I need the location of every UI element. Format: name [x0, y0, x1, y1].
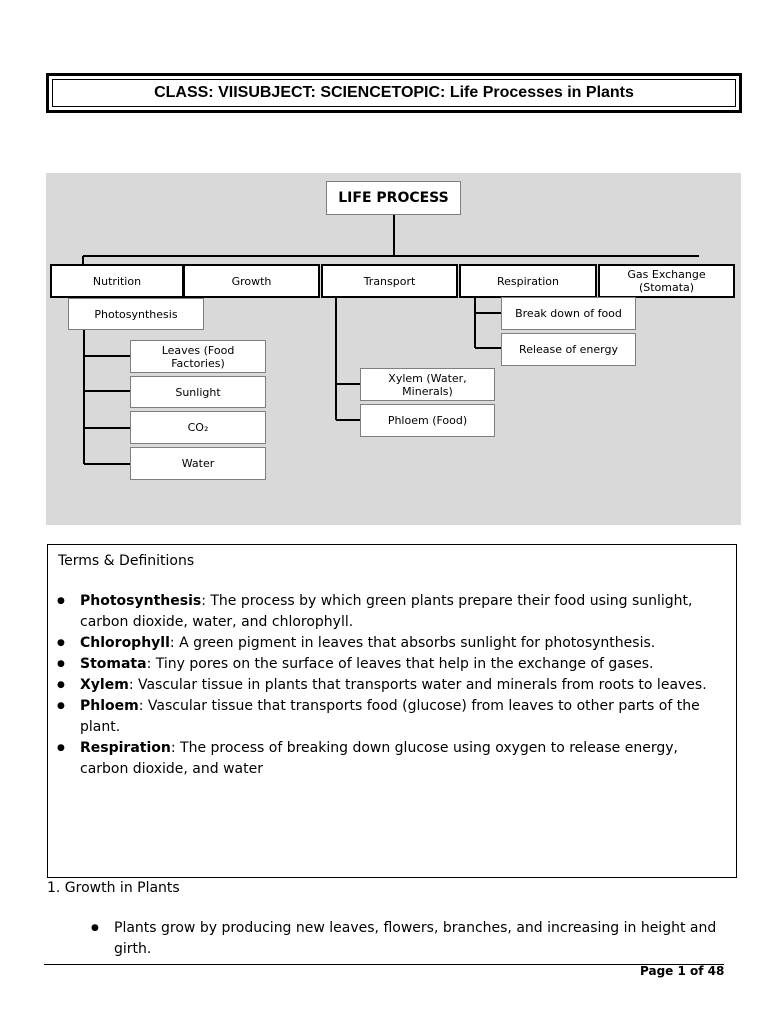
term-name: Stomata — [80, 656, 147, 672]
xylem-node: Xylem (Water, Minerals) — [360, 368, 495, 401]
term-name: Respiration — [80, 740, 171, 756]
topic-label: TOPIC: Life Processes in Plants — [391, 84, 634, 101]
term-item — [80, 654, 726, 675]
co2-node: CO₂ — [130, 411, 266, 444]
life-process-diagram — [46, 173, 741, 525]
growth-node: Growth — [183, 264, 320, 298]
term-definition: : Vascular tissue in plants that transports water and minerals from roots to leaves. — [128, 677, 707, 693]
term-item — [80, 633, 726, 654]
growth-bullet: ● Plants grow by producing new leaves, flowers, branches, and increasing in height and girth. — [114, 918, 754, 960]
water-node: Water — [130, 447, 266, 480]
release-node: Release of energy — [501, 333, 636, 366]
term-item — [80, 696, 726, 738]
term-item — [80, 591, 726, 633]
footer-divider — [44, 964, 724, 965]
subject-label: SUBJECT: SCIENCE — [237, 84, 392, 101]
title-banner-text — [52, 79, 736, 107]
term-definition: : The process of breaking down glucose using oxygen to release energy, carbon dioxide, and water — [80, 740, 678, 777]
term-item — [80, 738, 726, 780]
section-heading: 1. Growth in Plants — [47, 880, 180, 896]
term-definition: : A green pigment in leaves that absorbs sunlight for photosynthesis. — [169, 635, 656, 651]
title-banner — [46, 73, 742, 113]
term-definition: : Vascular tissue that transports food (glucose) from leaves to other parts of the plant. — [80, 698, 700, 735]
life-process-node: LIFE PROCESS — [326, 181, 461, 215]
nutrition-node: Nutrition — [50, 264, 184, 298]
terms-title: Terms & Definitions — [58, 553, 195, 569]
photosynthesis-node: Photosynthesis — [68, 298, 204, 330]
class-label: CLASS: VII — [154, 84, 238, 101]
terms-list — [58, 591, 726, 780]
leaves-node: Leaves (Food Factories) — [130, 340, 266, 373]
gas-exchange-node: Gas Exchange (Stomata) — [598, 264, 735, 298]
breakdown-node: Break down of food — [501, 297, 636, 330]
term-name: Photosynthesis — [80, 593, 202, 609]
phloem-node: Phloem (Food) — [360, 404, 495, 437]
sunlight-node: Sunlight — [130, 376, 266, 408]
term-name: Xylem — [80, 677, 129, 693]
term-name: Chlorophyll — [80, 635, 170, 651]
respiration-node: Respiration — [459, 264, 597, 298]
term-name: Phloem — [80, 698, 139, 714]
transport-node: Transport — [321, 264, 458, 298]
term-definition: : The process by which green plants prepare their food using sunlight, carbon dioxide, water, and chlorophyll. — [80, 593, 693, 630]
term-definition: : Tiny pores on the surface of leaves that help in the exchange of gases. — [146, 656, 654, 672]
page-number: Page 1 of 48 — [640, 964, 725, 978]
growth-list — [92, 918, 754, 960]
term-item — [80, 675, 726, 696]
terms-definitions-box — [47, 544, 737, 878]
